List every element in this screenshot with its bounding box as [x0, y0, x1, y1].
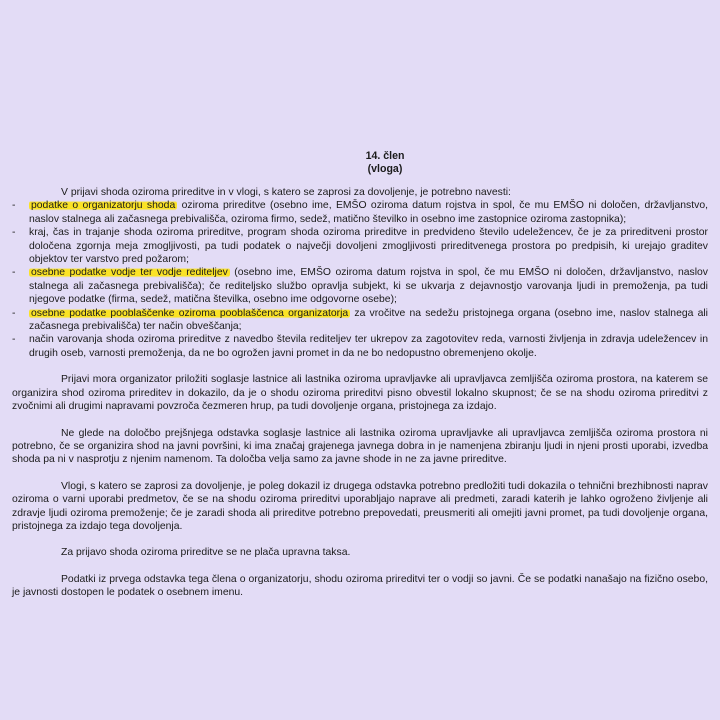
list-dash: -: [12, 307, 16, 319]
list-item-text: način varovanja shoda oziroma prireditve z navedbo števila rediteljev ter ukrepov za zagotovitev reda, varnosti življenja in zdravja udeležencev in drugih oseb, varnosti premoženja, da ne bo ogrožen javni promet in da ne bo nedopustno obremenjeno okolje.: [29, 334, 708, 359]
list-item-text: za vročitve na sedežu pristojnega organa (osebno ime, naslov stalnega ali začasnega prebivališča) ter način obveščanja;: [29, 307, 708, 333]
highlighted-text: osebne podatke pooblaščenke oziroma pooblaščenca organizatorja: [31, 307, 349, 319]
article-subtitle: (vloga): [367, 163, 403, 175]
list-item: [12, 226, 708, 266]
highlighted-text: podatke o organizatorju shoda: [31, 200, 176, 212]
list-item: [12, 266, 708, 306]
article-number: 14. člen: [365, 150, 405, 162]
requirements-list: [12, 199, 708, 360]
article-heading: [62, 150, 708, 176]
list-item-text: (osebno ime, EMŠO oziroma datum rojstva in spol, če mu EMŠO ni določen, državljanstvo, naslov stalnega ali začasnega prebivališča); če rediteljsko službo opravlja subjekt, ki se ukvarja z dejavnostjo varovanja ljudi in premoženja, pa tudi njegove podatke (firma, sedež, matična številka, osebno ime odgovorne osebe);: [29, 267, 708, 306]
list-item-text: oziroma prireditve (osebno ime, EMŠO oziroma datum rojstva in spol, če mu EMŠO ni določen, državljanstvo, naslov stalnega ali začasnega prebivališča, oziroma firmo, sedež, matično številko in osebno ime zastopnice oziroma zastopnika);: [29, 200, 708, 225]
list-item: [12, 333, 708, 360]
list-item: [12, 199, 708, 226]
list-dash: -: [12, 200, 16, 212]
paragraph-attachments: Prijavi mora organizator priložiti soglasje lastnice ali lastnika oziroma upravljavke ali upravljavca zemljišča oziroma prostora, na katerem se organizira shod oziroma prireditev in dokazilo, da je o shodu oziroma prireditvi pisno obvestil lokalno skupnost; če se na shodu oziroma prireditvi z zvočnimi ali drugimi napravami povzroča čezmeren hrup, pa tudi dovoljenje organa, pristojnega za izdajo.: [12, 374, 708, 413]
highlighted-text: osebne podatke vodje ter vodje rediteljev: [31, 267, 228, 279]
intro-paragraph: V prijavi shoda oziroma prireditve in v vlogi, s katero se zaprosi za dovoljenje, je potrebno navesti:: [61, 187, 511, 198]
list-item-text: kraj, čas in trajanje shoda oziroma prireditve, program shoda oziroma prireditve in predvideno število udeležencev, če je za prireditveni prostor določena zgornja meja zmogljivosti, pa tudi podatek o največji dovoljeni zmogljivosti prireditvenega prostora po predpisih, ki urejajo graditev objektov ter varstvo pred požarom;: [29, 227, 708, 266]
paragraph-application: Vlogi, s katero se zaprosi za dovoljenje, je poleg dokazil iz drugega odstavka potrebno predložiti tudi dokazila o tehnični brezhibnosti naprav oziroma o varni uporabi predmetov, če se na shodu oziroma prireditvi uporabljajo naprave ali predmeti, zaradi katerih je lahko ogroženo življenje ali zdravje ljudi oziroma premoženje; če je zaradi shoda ali prireditve potrebno prepovedati, preusmeriti ali omejiti javni promet, pa tudi dovoljenje organa, pristojnega za izdajo tega dovoljenja.: [12, 480, 708, 532]
list-dash: -: [12, 334, 16, 346]
list-dash: -: [12, 227, 16, 239]
paragraph-public-data: Podatki iz prvega odstavka tega člena o organizatorju, shodu oziroma prireditvi ter o vodji so javni. Če se podatki nanašajo na fizično osebo, je javnosti dostopen le podatek o osebnem imenu.: [12, 573, 708, 599]
paragraph-exception: Ne glede na določbo prejšnjega odstavka soglasje lastnice ali lastnika oziroma upravljavke ali upravljavca zemljišča oziroma prostora ni potrebno, če se organizira shod na javni površini, ki ima značaj grajenega javnega dobra in je namenjena zbiranju ljudi in njeni prosti uporabi, izvedba shoda pa ni v nasprotju z njenim namenom. Ta določba velja samo za javne shode in ne za javne prireditve.: [12, 427, 708, 466]
list-item: [12, 307, 708, 334]
document-page: [12, 150, 708, 613]
list-dash: -: [12, 267, 16, 279]
paragraph-fee: Za prijavo shoda oziroma prireditve se ne plača upravna taksa.: [61, 547, 351, 559]
